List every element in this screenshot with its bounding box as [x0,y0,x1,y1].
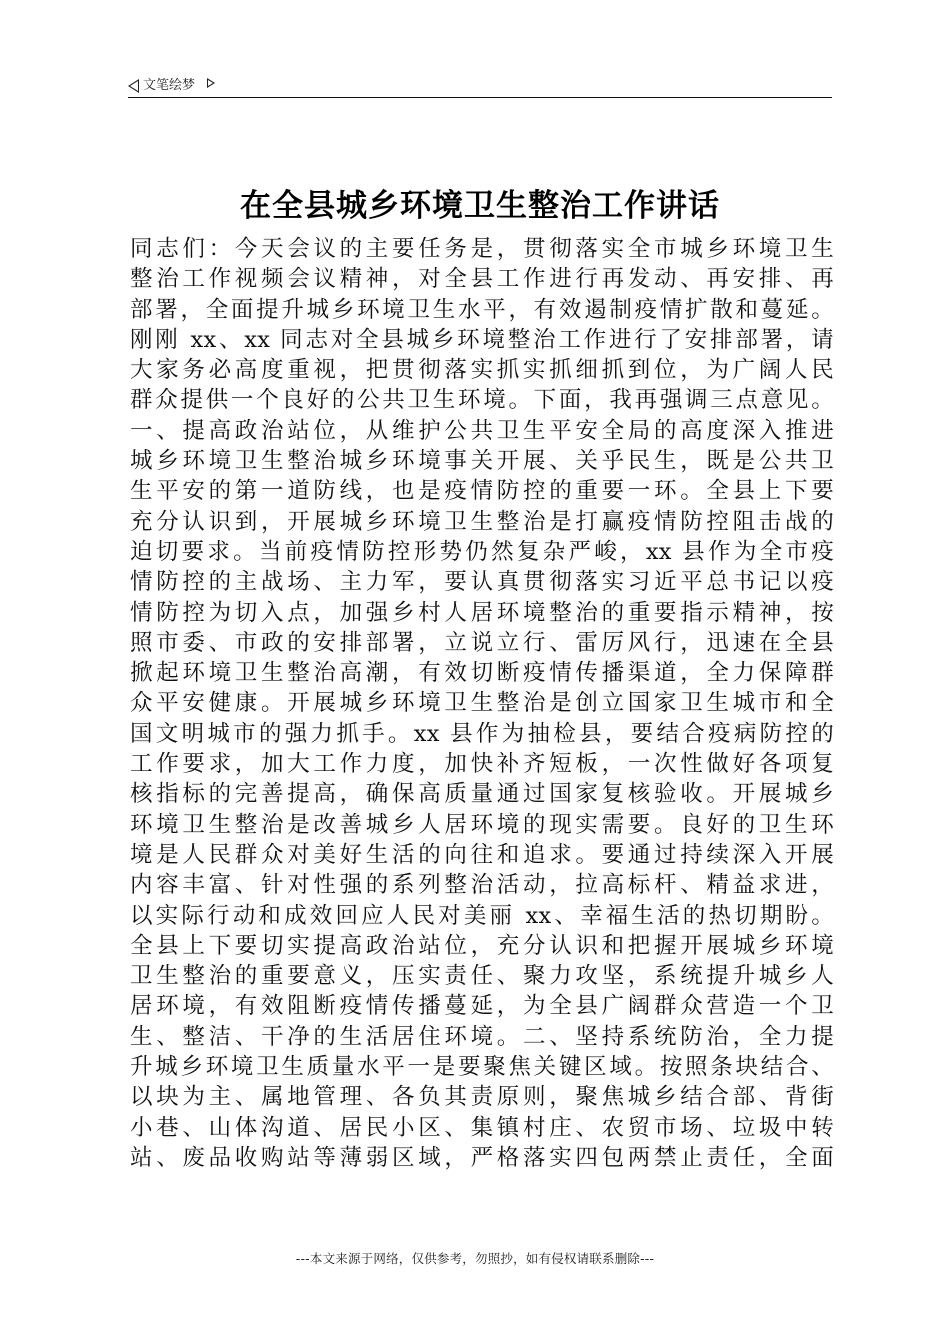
footer-notice: ---本文来源于网络，仅供参考，勿照抄，如有侵权请联系删除--- [295,1251,655,1266]
body-line: 照市委、市政的安排部署，立说立行、雷厉风行，迅速在全县 [130,629,834,656]
body-line: 站、废品收购站等薄弱区域，严格落实四包两禁止责任，全面 [130,1144,834,1171]
body-line: 情防控的主战场、主力军，要认真贯彻落实习近平总书记以疫 [130,569,834,596]
body-line: 掀起环境卫生整治高潮，有效切断疫情传播渠道，全力保障群 [130,660,834,687]
body-line: 同志们：今天会议的主要任务是，贯彻落实全市城乡环境卫生 [130,236,834,262]
body-line: 以实际行动和成效回应人民对美丽 xx、幸福生活的热切期盼。 [130,902,834,929]
body-line: 城乡环境卫生整治城乡环境事关开展、关乎民生，既是公共卫 [130,448,834,475]
body-line: 环境卫生整治是改善城乡人居环境的现实需要。良好的卫生环 [130,811,834,838]
document-body [130,234,834,1173]
body-line: 群众提供一个良好的公共卫生环境。下面，我再强调三点意见。 [130,387,834,414]
body-line: 核指标的完善提高，确保高质量通过国家复核验收。开展城乡 [130,781,834,808]
body-line: 工作要求，加大工作力度，加快补齐短板，一次性做好各项复 [130,751,834,778]
body-line: 国文明城市的强力抓手。xx 县作为抽检县，要结合疫病防控的 [130,720,834,747]
body-line: 全县上下要切实提高政治站位，充分认识和把握开展城乡环境 [130,932,834,959]
body-line: 迫切要求。当前疫情防控形势仍然复杂严峻，xx 县作为全市疫 [130,538,834,565]
body-line: 卫生整治的重要意义，压实责任、聚力攻坚，系统提升城乡人 [130,963,834,990]
body-line: 整治工作视频会议精神，对全县工作进行再发动、再安排、再 [130,266,834,293]
page-header [128,74,832,98]
header-brand: 文笔绘梦 [143,78,196,93]
header-divider [128,97,832,98]
body-line: 小巷、山体沟道、居民小区、集镇村庄、农贸市场、垃圾中转 [130,1114,834,1141]
body-line: 情防控为切入点，加强乡村人居环境整治的重要指示精神，按 [130,599,834,626]
body-line: 境是人民群众对美好生活的向往和追求。要通过持续深入开展 [130,841,834,868]
body-line: 以块为主、属地管理、各负其责原则，聚焦城乡结合部、背街 [130,1084,834,1111]
body-line: 部署，全面提升城乡环境卫生水平，有效遏制疫情扩散和蔓延。 [130,296,834,323]
body-line: 一、提高政治站位，从维护公共卫生平安全局的高度深入推进 [130,417,834,444]
body-line: 生平安的第一道防线，也是疫情防控的重要一环。全县上下要 [130,478,834,505]
body-line: 生、整洁、干净的生活居住环境。二、坚持系统防治，全力提 [130,1023,834,1050]
body-line: 充分认识到，开展城乡环境卫生整治是打赢疫情防控阻击战的 [130,508,834,535]
body-line: 大家务必高度重视，把贯彻落实抓实抓细抓到位，为广阔人民 [130,357,834,384]
body-line: 众平安健康。开展城乡环境卫生整治是创立国家卫生城市和全 [130,690,834,717]
triangle-left-icon [128,79,139,93]
body-line: 升城乡环境卫生质量水平一是要聚焦关键区域。按照条块结合、 [130,1054,834,1081]
triangle-right-icon [207,78,215,88]
body-line: 居环境，有效阻断疫情传播蔓延，为全县广阔群众营造一个卫 [130,993,834,1020]
body-line: 内容丰富、针对性强的系列整治活动，拉高标杆、精益求进， [130,872,834,899]
document-title: 在全县城乡环境卫生整治工作讲话 [240,188,720,224]
body-line: 刚刚 xx、xx 同志对全县城乡环境整治工作进行了安排部署，请 [130,326,834,353]
